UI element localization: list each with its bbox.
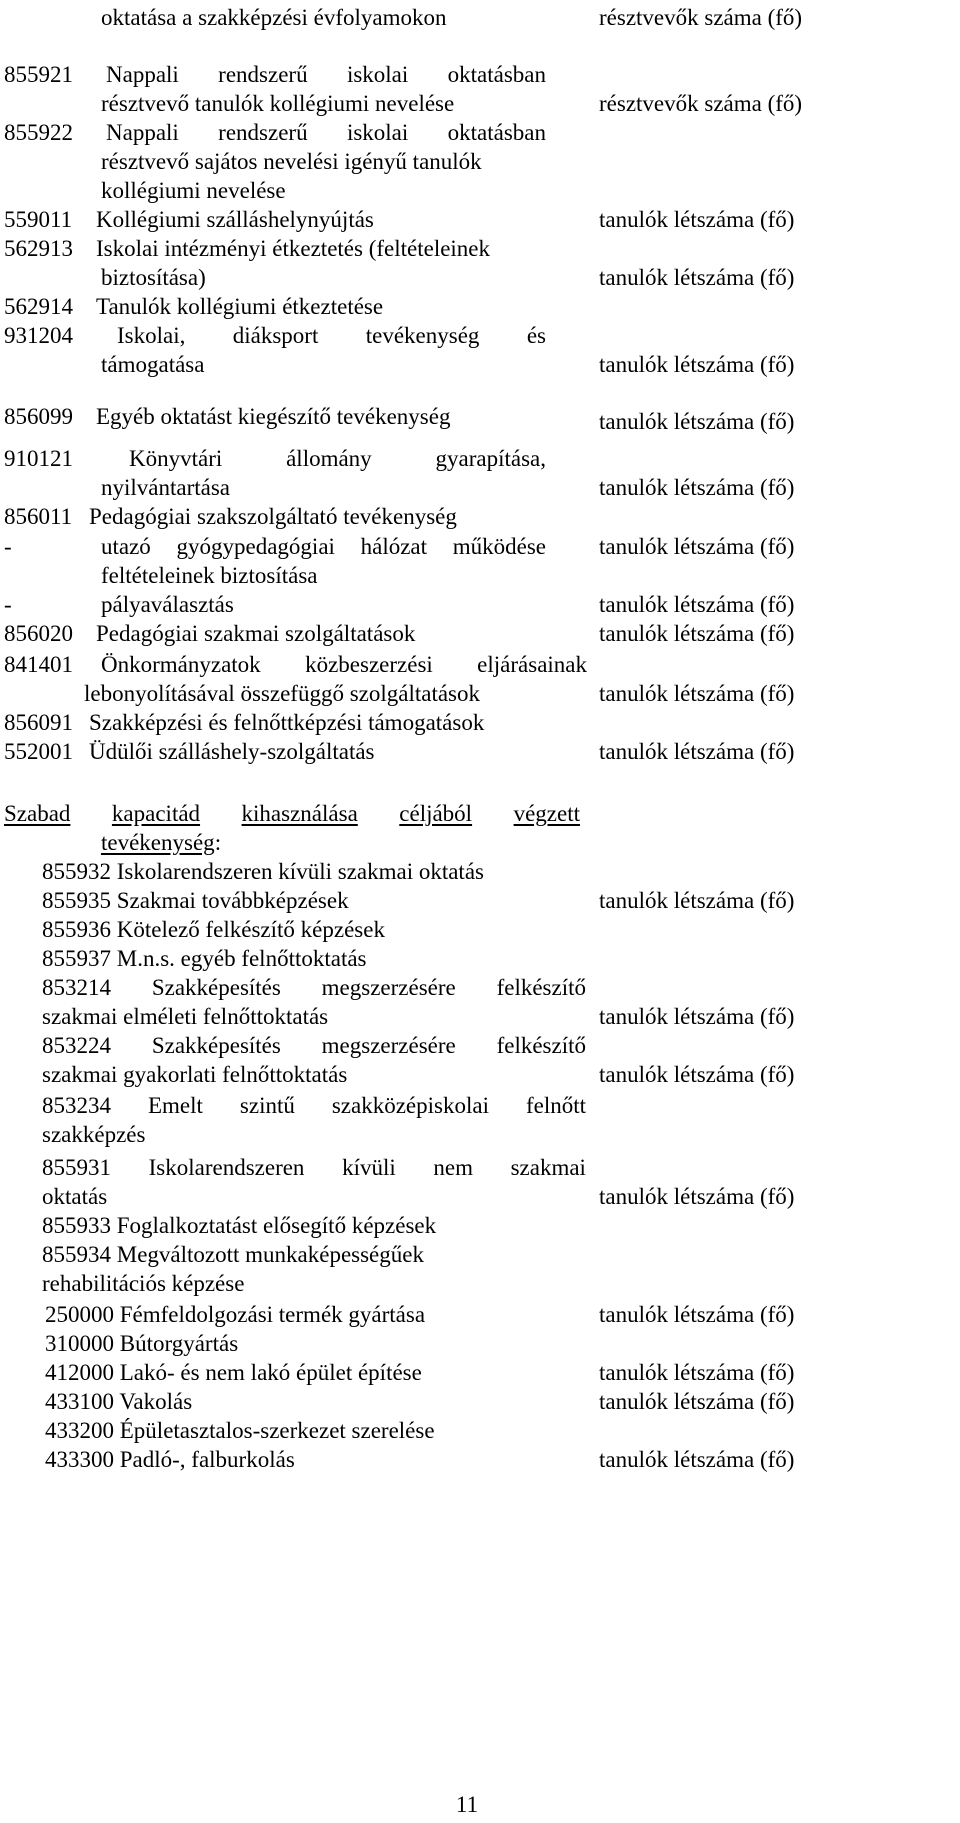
activity-line: résztvevő sajátos nevelési igényű tanulók bbox=[101, 149, 482, 174]
unit-label: tanulók létszáma (fő) bbox=[599, 592, 795, 617]
activity-line: Pedagógiai szakmai szolgáltatások bbox=[96, 621, 416, 646]
page-number: 11 bbox=[455, 1792, 479, 1817]
list-item: 433300 Padló-, falburkolás bbox=[45, 1447, 295, 1472]
unit-label: tanulók létszáma (fő) bbox=[599, 681, 795, 706]
unit-label: tanulók létszáma (fő) bbox=[599, 1062, 795, 1087]
list-item: 855933 Foglalkoztatást elősegítő képzések bbox=[42, 1213, 437, 1238]
unit-label: tanulók létszáma (fő) bbox=[599, 1447, 795, 1472]
list-item: 412000 Lakó- és nem lakó épület építése bbox=[45, 1360, 422, 1385]
activity-code: 931204 bbox=[4, 323, 73, 348]
list-item: 855934 Megváltozott munkaképességűek bbox=[42, 1242, 424, 1267]
list-item: 853234 Emelt szintű szakközépiskolai felnőtt bbox=[42, 1093, 586, 1118]
activity-line: Tanulók kollégiumi étkeztetése bbox=[96, 294, 384, 319]
activity-line: Szakképzési és felnőttképzési támogatások bbox=[89, 710, 485, 735]
unit-label: tanulók létszáma (fő) bbox=[599, 1184, 795, 1209]
section-heading: Szabad kapacitád kihasználása céljából végzett bbox=[4, 801, 580, 826]
unit-label: tanulók létszáma (fő) bbox=[599, 1302, 795, 1327]
activity-line: Egyéb oktatást kiegészítő tevékenység bbox=[96, 404, 451, 429]
activity-line: Nappali rendszerű iskolai oktatásban bbox=[106, 62, 546, 87]
activity-line: lebonyolításával összefüggő szolgáltatások bbox=[84, 681, 481, 706]
activity-code: 856011 bbox=[4, 504, 73, 529]
activity-line: Nappali rendszerű iskolai oktatásban bbox=[106, 120, 546, 145]
activity-line: feltételeinek biztosítása bbox=[101, 563, 318, 588]
activity-code: 841401 bbox=[4, 652, 73, 677]
activity-line: támogatása bbox=[101, 352, 205, 377]
unit-label: tanulók létszáma (fő) bbox=[599, 475, 795, 500]
unit-label: tanulók létszáma (fő) bbox=[599, 352, 795, 377]
bullet-dash: - bbox=[4, 592, 12, 617]
list-item: szakmai gyakorlati felnőttoktatás bbox=[42, 1062, 348, 1087]
unit-label: tanulók létszáma (fő) bbox=[599, 265, 795, 290]
unit-label: tanulók létszáma (fő) bbox=[599, 1360, 795, 1385]
activity-code: 855921 bbox=[4, 62, 73, 87]
activity-code: 856091 bbox=[4, 710, 73, 735]
activity-line: nyilvántartása bbox=[101, 475, 231, 500]
unit-label: tanulók létszáma (fő) bbox=[599, 739, 795, 764]
list-item: 250000 Fémfeldolgozási termék gyártása bbox=[45, 1302, 426, 1327]
unit-label: tanulók létszáma (fő) bbox=[599, 534, 795, 559]
list-item: oktatás bbox=[42, 1184, 108, 1209]
activity-line: Pedagógiai szakszolgáltató tevékenység bbox=[89, 504, 457, 529]
list-item: szakmai elméleti felnőttoktatás bbox=[42, 1004, 329, 1029]
activity-line: résztvevő tanulók kollégiumi nevelése bbox=[101, 91, 455, 116]
list-item: 853224 Szakképesítés megszerzésére felkészítő bbox=[42, 1033, 586, 1058]
activity-code: 855922 bbox=[4, 120, 73, 145]
activity-line: utazó gyógypedagógiai hálózat működése bbox=[101, 534, 546, 559]
unit-label: tanulók létszáma (fő) bbox=[599, 207, 795, 232]
activity-line: Üdülői szálláshely-szolgáltatás bbox=[89, 739, 375, 764]
unit-label: tanulók létszáma (fő) bbox=[599, 621, 795, 646]
unit-label: tanulók létszáma (fő) bbox=[599, 1004, 795, 1029]
list-item: 310000 Bútorgyártás bbox=[45, 1331, 239, 1356]
activity-line: Önkormányzatok közbeszerzési eljárásainak bbox=[101, 652, 587, 677]
activity-code: 559011 bbox=[4, 207, 73, 232]
activity-line: Kollégiumi szálláshelynyújtás bbox=[96, 207, 374, 232]
header-left: oktatása a szakképzési évfolyamokon bbox=[101, 5, 447, 30]
activity-code: 562913 bbox=[4, 236, 73, 261]
list-item: 855937 M.n.s. egyéb felnőttoktatás bbox=[42, 946, 367, 971]
activity-code: 856099 bbox=[4, 404, 73, 429]
activity-code: 562914 bbox=[4, 294, 73, 319]
bullet-dash: - bbox=[4, 534, 12, 559]
activity-code: 910121 bbox=[4, 446, 73, 471]
activity-line: pályaválasztás bbox=[101, 592, 234, 617]
list-item: 855936 Kötelező felkészítő képzések bbox=[42, 917, 385, 942]
list-item: 433100 Vakolás bbox=[45, 1389, 193, 1414]
list-item: 855935 Szakmai továbbképzések bbox=[42, 888, 349, 913]
activity-code: 856020 bbox=[4, 621, 73, 646]
activity-code: 552001 bbox=[4, 739, 73, 764]
list-item: rehabilitációs képzése bbox=[42, 1271, 245, 1296]
list-item: 855931 Iskolarendszeren kívüli nem szakmai bbox=[42, 1155, 586, 1180]
list-item: 855932 Iskolarendszeren kívüli szakmai oktatás bbox=[42, 859, 484, 884]
activity-line: biztosítása) bbox=[101, 265, 206, 290]
activity-line: Iskolai, diáksport tevékenység és bbox=[117, 323, 546, 348]
list-item: szakképzés bbox=[42, 1122, 146, 1147]
list-item: 433200 Épületasztalos-szerkezet szerelése bbox=[45, 1418, 435, 1443]
activity-line: Könyvtári állomány gyarapítása, bbox=[129, 446, 546, 471]
unit-label: tanulók létszáma (fő) bbox=[599, 409, 795, 434]
unit-label: tanulók létszáma (fő) bbox=[599, 1389, 795, 1414]
header-right: résztvevők száma (fő) bbox=[599, 5, 803, 30]
section-heading-line2: tevékenység: bbox=[101, 830, 222, 855]
activity-line: Iskolai intézményi étkeztetés (feltételeinek bbox=[96, 236, 491, 261]
list-item: 853214 Szakképesítés megszerzésére felkészítő bbox=[42, 975, 586, 1000]
activity-line: kollégiumi nevelése bbox=[101, 178, 286, 203]
unit-label: tanulók létszáma (fő) bbox=[599, 888, 795, 913]
unit-label: résztvevők száma (fő) bbox=[599, 91, 803, 116]
